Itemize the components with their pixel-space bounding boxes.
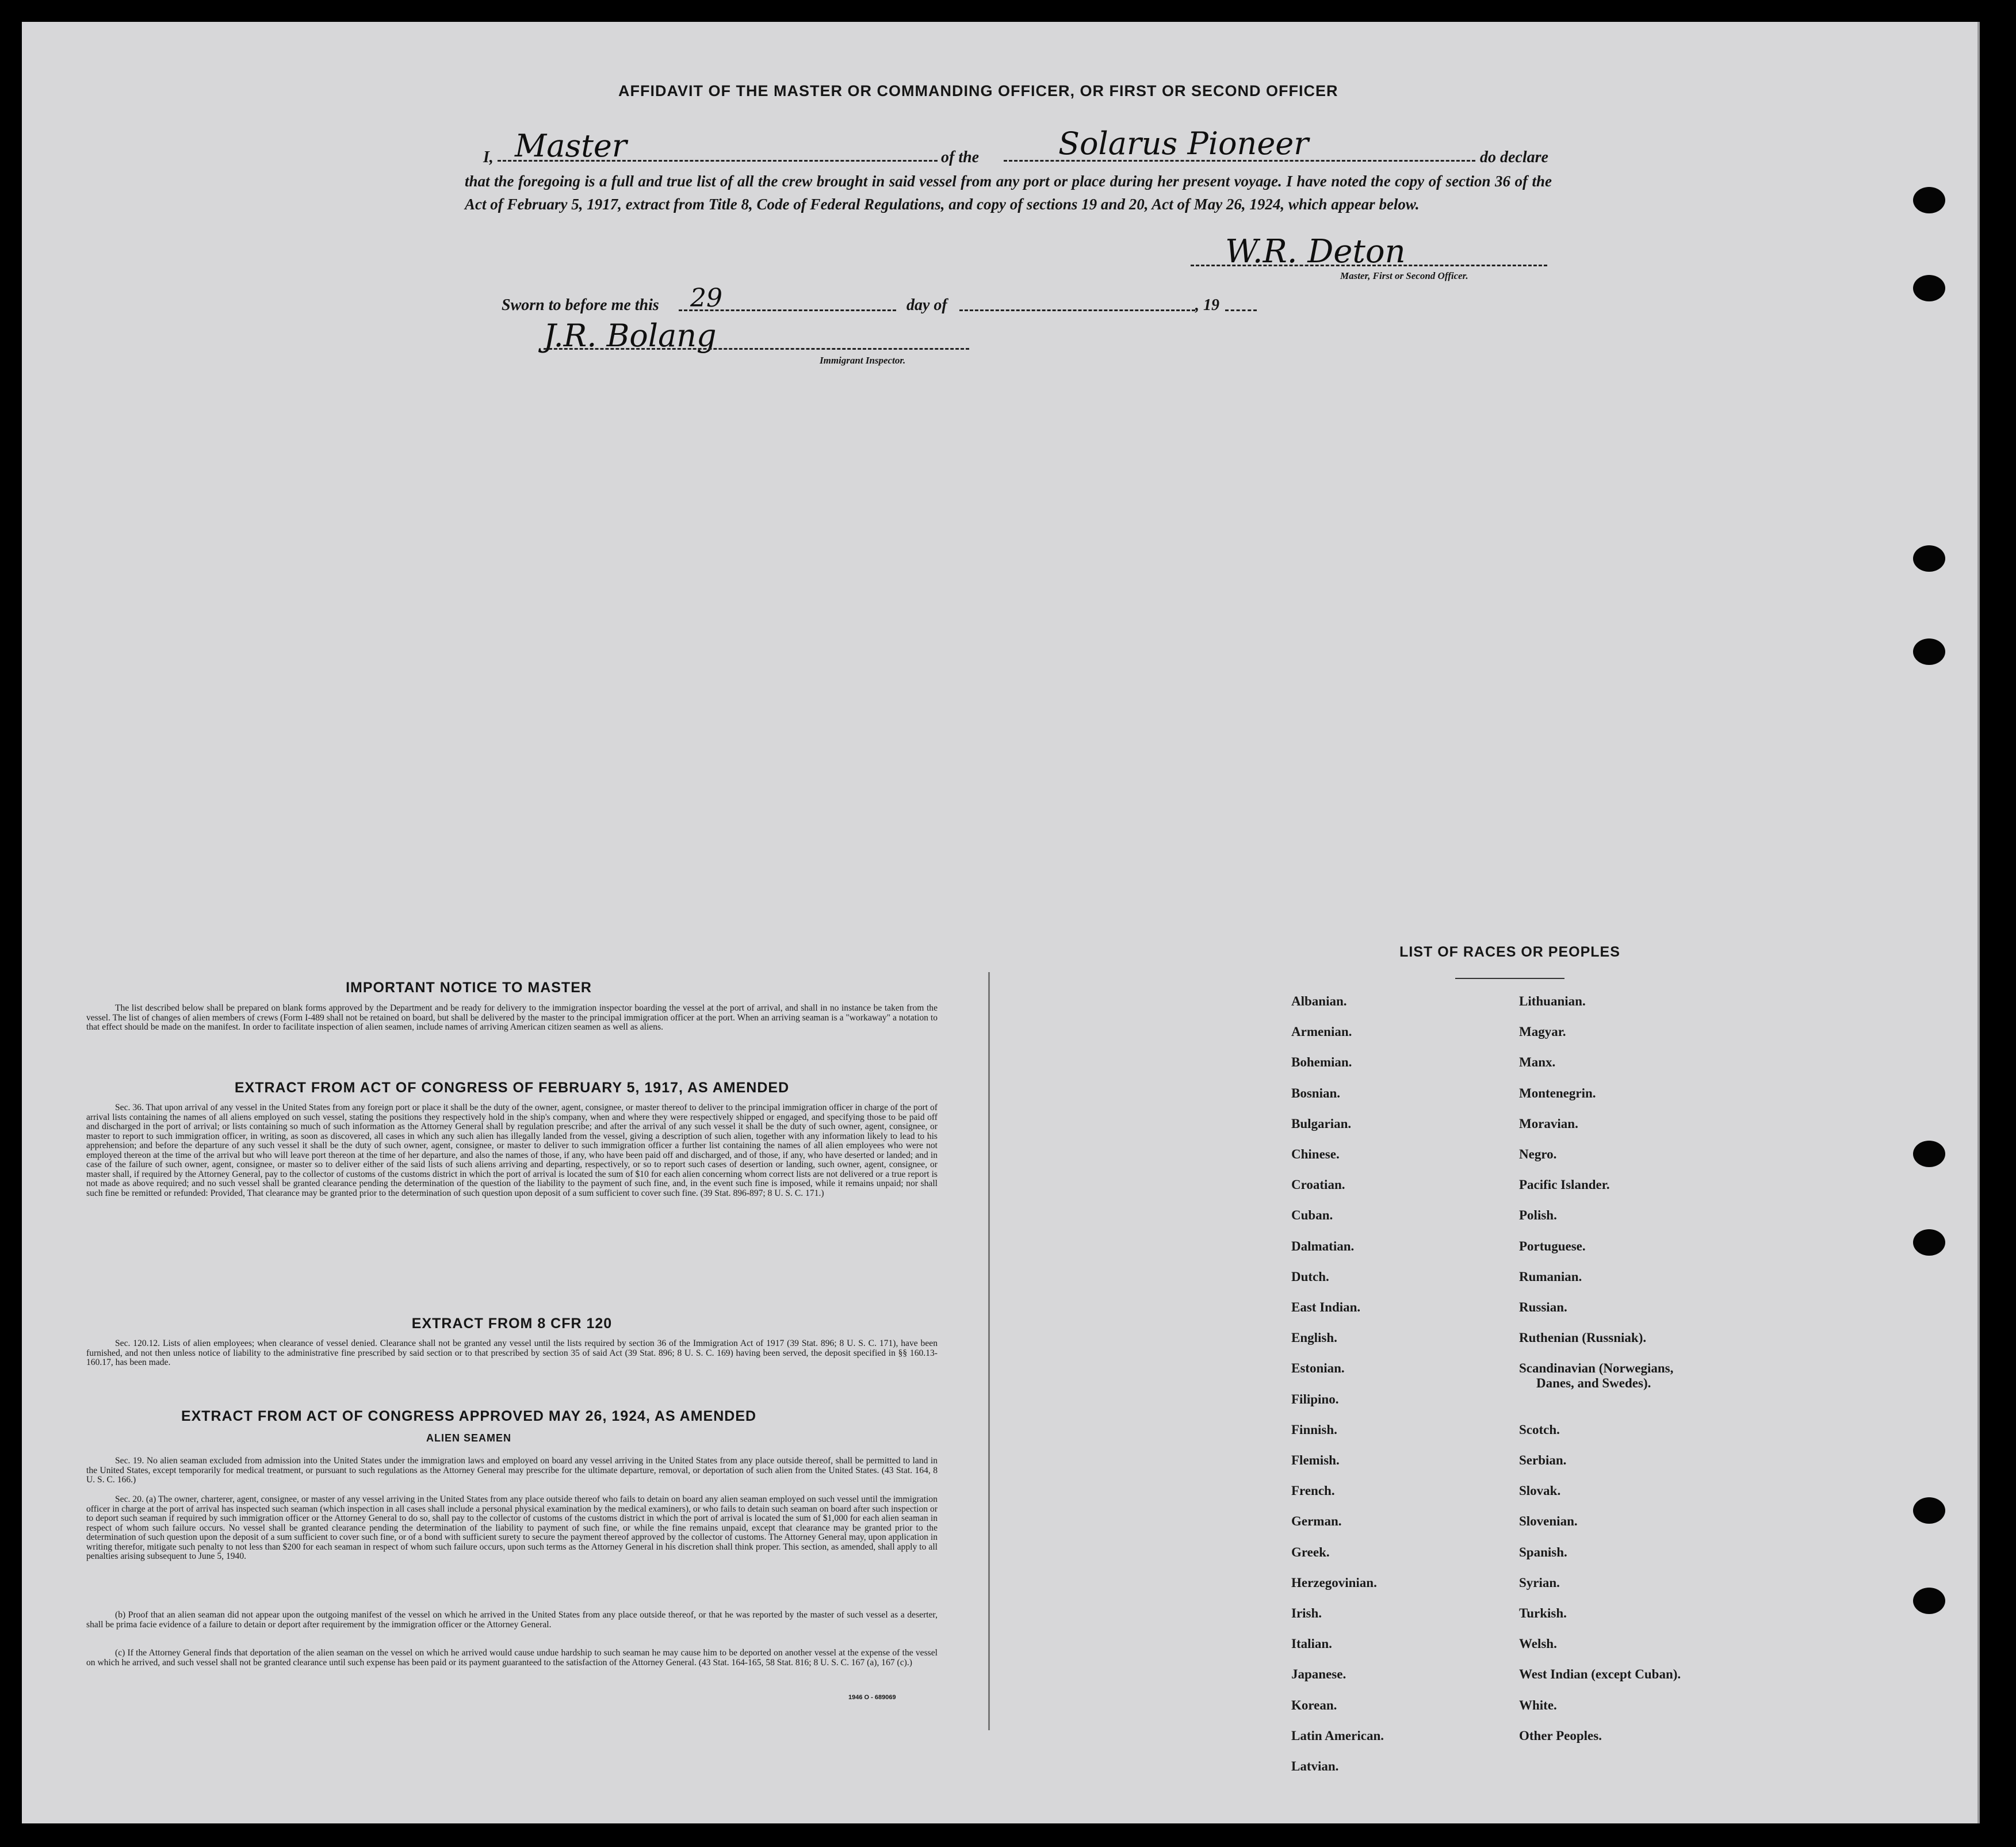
race-item: Serbian.: [1519, 1453, 1567, 1467]
race-item: Japanese.: [1291, 1667, 1346, 1682]
signature-line: [1191, 265, 1547, 266]
handwritten-signature: W.R. Deton: [1225, 233, 1406, 270]
race-item: Finnish.: [1291, 1422, 1337, 1437]
race-item: Polish.: [1519, 1208, 1557, 1223]
officer-fill-line: [498, 160, 938, 162]
race-item: Estonian.: [1291, 1361, 1345, 1376]
race-item: Spanish.: [1519, 1544, 1567, 1559]
race-item: Slovak.: [1519, 1483, 1561, 1498]
race-item: Scotch.: [1519, 1422, 1560, 1437]
punch-hole: [1913, 1141, 1945, 1167]
race-item: Cuban.: [1291, 1208, 1333, 1223]
race-item: Manx.: [1519, 1055, 1556, 1070]
punch-hole: [1913, 1229, 1945, 1256]
race-item: Latin American.: [1291, 1728, 1384, 1743]
race-item: West Indian (except Cuban).: [1519, 1667, 1681, 1682]
sworn-year: , 19: [1195, 296, 1219, 314]
race-item: Korean.: [1291, 1697, 1337, 1712]
race-item: East Indian.: [1291, 1300, 1361, 1314]
extract-1924-sec20c: (c) If the Attorney General finds that deportation of the alien seaman on the vessel on which he arrived would cause undue hardship to such seaman he may cause him to be deported on another vessel at the expense of the vessel on which he arrived, and such vessel shall not be granted clearance until such expense has been paid or its payment guaranteed to the satisfaction of the Attorney General. (43 Stat. 164-165, 58 Stat. 816; 8 U. S. C. 167 (a), 167 (c).): [86, 1648, 938, 1668]
race-item: Dutch.: [1291, 1269, 1329, 1284]
race-item: Italian.: [1291, 1636, 1332, 1651]
race-item: Bulgarian.: [1291, 1116, 1352, 1131]
handwritten-inspector-signature: J.R. Bolang: [544, 318, 717, 354]
race-item: English.: [1291, 1330, 1337, 1345]
races-title-rule: [1455, 978, 1564, 979]
race-item: Bosnian.: [1291, 1085, 1341, 1100]
month-fill-line: [959, 309, 1195, 311]
race-item: Danes, and Swedes).: [1536, 1376, 1651, 1391]
sworn-day-of: day of: [906, 296, 947, 314]
race-item: Russian.: [1519, 1300, 1567, 1314]
handwritten-officer: Master: [515, 128, 627, 164]
affidavit-body: that the foregoing is a full and true list of all the crew brought in said vessel from any port or place during her present voyage. I have noted the copy of section 36 of the Act of February 5, 1917, extract from Title 8, Code of Federal Regulations, and copy of sections 19 and 20, Act of May 26, 1924, which appear below.: [465, 173, 1552, 213]
day-fill-line: [679, 309, 896, 311]
race-item: Magyar.: [1519, 1024, 1566, 1039]
affidavit-title: AFFIDAVIT OF THE MASTER OR COMMANDING OFFICER, OR FIRST OR SECOND OFFICER: [618, 82, 1338, 100]
race-item: Greek.: [1291, 1544, 1330, 1559]
race-item: French.: [1291, 1483, 1335, 1498]
handwritten-day: 29: [690, 284, 722, 313]
race-item: Welsh.: [1519, 1636, 1557, 1651]
extract-cfr-title: EXTRACT FROM 8 CFR 120: [411, 1316, 613, 1332]
race-item: Flemish.: [1291, 1453, 1340, 1467]
extract-1924-sec19: Sec. 19. No alien seaman excluded from admission into the United States under the immigration laws and employed on board any vessel arriving in the United States from any place outside thereof, shall be permitted to land in the United States, except temporarily for medical treatment, or pursuant to such regulations as the Attorney General may prescribe for the ultimate departure, removal, or deportation of such alien from the United States. (43 Stat. 164, 8 U. S. C. 166.): [86, 1456, 938, 1485]
race-item: Albanian.: [1291, 994, 1347, 1008]
affidavit-do-declare: do declare: [1480, 148, 1548, 166]
race-item: Lithuanian.: [1519, 994, 1586, 1008]
affidavit-line1-prefix: I,: [483, 148, 494, 166]
handwritten-vessel: Solarus Pioneer: [1058, 125, 1309, 162]
punch-hole: [1913, 638, 1945, 665]
race-item: Irish.: [1291, 1606, 1322, 1620]
race-item: Slovenian.: [1519, 1514, 1578, 1529]
race-item: Turkish.: [1519, 1606, 1567, 1620]
extract-1924-subtitle: ALIEN SEAMEN: [426, 1432, 511, 1444]
race-item: Dalmatian.: [1291, 1238, 1355, 1253]
punch-hole: [1913, 275, 1945, 301]
punch-hole: [1913, 1588, 1945, 1614]
year-fill-line: [1225, 309, 1257, 311]
race-item: Bohemian.: [1291, 1055, 1352, 1070]
punch-hole: [1913, 187, 1945, 213]
extract-1924-sec20a: Sec. 20. (a) The owner, charterer, agent, consignee, or master of any vessel arriving in the United States from any place outside thereof who fails to detain on board any alien seaman employed on such vessel until the immigration officer in charge at the port of arrival has inspected such seaman (which inspection in all cases shall include a personal physical examination by the medical examiners), or who fails to detain such seaman on board after such inspection or to deport such seaman if required by such immigration officer or the Attorney General to do so, shall pay to the collector of customs of the customs district in which the port of arrival is located the sum of $1,000 for each alien seaman in respect of whom such failure occurs. No vessel shall be granted clearance pending the determination of the liability to payment of such fine, or while the fine remains unpaid, except that clearance may be granted prior to the determination of such question upon the deposit of a sum sufficient to cover such fine, or of a bond with sufficient surety to secure the payment thereof approved by the collector of customs. The Attorney General may, upon application in writing therefor, mitigate such penalty to not less than $200 for each seaman in respect of whom such failure occurs, upon such terms as the Attorney General in his discretion shall think proper. This section, as amended, shall apply to all penalties arising subsequent to June 5, 1940.: [86, 1494, 938, 1561]
race-item: Filipino.: [1291, 1391, 1339, 1406]
signature-caption: Master, First or Second Officer.: [1340, 270, 1468, 281]
race-item: Portuguese.: [1519, 1238, 1586, 1253]
race-item: Latvian.: [1291, 1759, 1339, 1773]
affidavit-of-the: of the: [941, 148, 980, 166]
extract-1924-sec20b: (b) Proof that an alien seaman did not appear upon the outgoing manifest of the vessel on which he arrived in the United States from any place outside thereof, or that he was reported by the master of such vessel as a deserter, shall be prima facie evidence of a failure to detain or deport after requirement by the immigration officer or the Attorney General.: [86, 1610, 938, 1630]
race-item: Syrian.: [1519, 1575, 1560, 1590]
race-item: German.: [1291, 1514, 1342, 1529]
print-code: 1946 O - 689069: [848, 1694, 896, 1701]
race-item: Scandinavian (Norwegians,: [1519, 1361, 1674, 1376]
extract-1917-title: EXTRACT FROM ACT OF CONGRESS OF FEBRUARY 5, 1917, AS AMENDED: [234, 1080, 790, 1096]
column-divider: [988, 972, 990, 1730]
race-item: Chinese.: [1291, 1147, 1340, 1161]
notice-title: IMPORTANT NOTICE TO MASTER: [346, 980, 592, 996]
sworn-prefix: Sworn to before me this: [502, 296, 659, 314]
race-item: Ruthenian (Russniak).: [1519, 1330, 1647, 1345]
notice-text: The list described below shall be prepared on blank forms approved by the Department and be ready for delivery to the immigration inspector boarding the vessel at the port of arrival, and shall in no instance be taken from the vessel. The list of changes of alien members of crews (Form I-489 shall not be retained on board, but shall be delivered by the master to the principal immigration officer at the port. When an arriving seaman is a "workaway" a notation to that effect should be made on the manifest. In order to facilitate inspection of alien seamen, include names of arriving American citizen seamen as well as aliens.: [86, 1003, 938, 1032]
race-item: Rumanian.: [1519, 1269, 1582, 1284]
race-item: Pacific Islander.: [1519, 1177, 1610, 1192]
race-item: Herzegovinian.: [1291, 1575, 1377, 1590]
inspector-caption: Immigrant Inspector.: [820, 355, 906, 366]
races-title: LIST OF RACES OR PEOPLES: [1399, 944, 1620, 960]
extract-cfr-text: Sec. 120.12. Lists of alien employees; when clearance of vessel denied. Clearance shall not be granted any vessel until the lists required by section 36 of the Immigration Act of 1917 (39 Stat. 896; 8 U. S. C. 171), have been furnished, and not then unless notice of liability to the administrative fine prescribed by said section or to that prescribed by section 35 of said Act (39 Stat. 896; 8 U. S. C. 169) having been served, the deposit specified in §§ 160.13-160.17, has been made.: [86, 1339, 938, 1367]
extract-1917-text: Sec. 36. That upon arrival of any vessel in the United States from any foreign port or place it shall be the duty of the owner, agent, consignee, or master thereof to deliver to the principal immigration officer in charge of the port of arrival lists containing the names of all aliens employed on such vessel, stating the positions they respectively hold in the ship's company, when and where they were respectively shipped or engaged, and specifying those to be paid off and discharged in the port of arrival; or lists containing so much of such information as the Attorney General shall by regulation prescribe; and after the arrival of any such vessel it shall be the duty of such owner, agent, consignee, or master to report to such immigration officer, in writing, as soon as discovered, all cases in which any such alien has illegally landed from the vessel, giving a description of such alien, together with any information likely to lead to his apprehension; and before the departure of any such vessel it shall be the duty of such owner, agent, consignee, or master to deliver to such immigration officer a further list containing the names of all alien employees who were not employed thereon at the time of the arrival but who will leave port thereon at the time of her departure, and also the names of those, if any, who have been paid off and discharged, and of those, if any, who have deserted or landed; and in case of the failure of such owner, agent, consignee, or master so to deliver either of the said lists of such aliens arriving and departing, respectively, or so to report such cases of desertion or landing, such owner, agent, consignee, or master shall, if required by the Attorney General, pay to the collector of customs of the customs district in which the port of arrival is located the sum of $10 for each alien concerning whom correct lists are not delivered or a true report is not made as above required; and no such vessel shall be granted clearance pending the determination of the question of the liability to the payment of such fine, and, in the event such fine is imposed, while it remains unpaid; nor shall such fine be remitted or refunded: Provided, That clearance may be granted prior to the determination of such question upon deposit of a sum sufficient to cover such fine. (39 Stat. 896-897; 8 U. S. C. 171.): [86, 1103, 938, 1198]
race-item: Armenian.: [1291, 1024, 1352, 1039]
race-item: Croatian.: [1291, 1177, 1345, 1192]
vessel-fill-line: [1004, 160, 1475, 162]
race-item: White.: [1519, 1697, 1557, 1712]
extract-1924-title: EXTRACT FROM ACT OF CONGRESS APPROVED MAY 26, 1924, AS AMENDED: [181, 1408, 757, 1424]
punch-hole: [1913, 1497, 1945, 1524]
inspector-line: [544, 348, 969, 350]
punch-hole: [1913, 545, 1945, 572]
race-item: Negro.: [1519, 1147, 1557, 1161]
race-item: Moravian.: [1519, 1116, 1578, 1131]
race-item: Montenegrin.: [1519, 1085, 1596, 1100]
race-item: Other Peoples.: [1519, 1728, 1602, 1743]
